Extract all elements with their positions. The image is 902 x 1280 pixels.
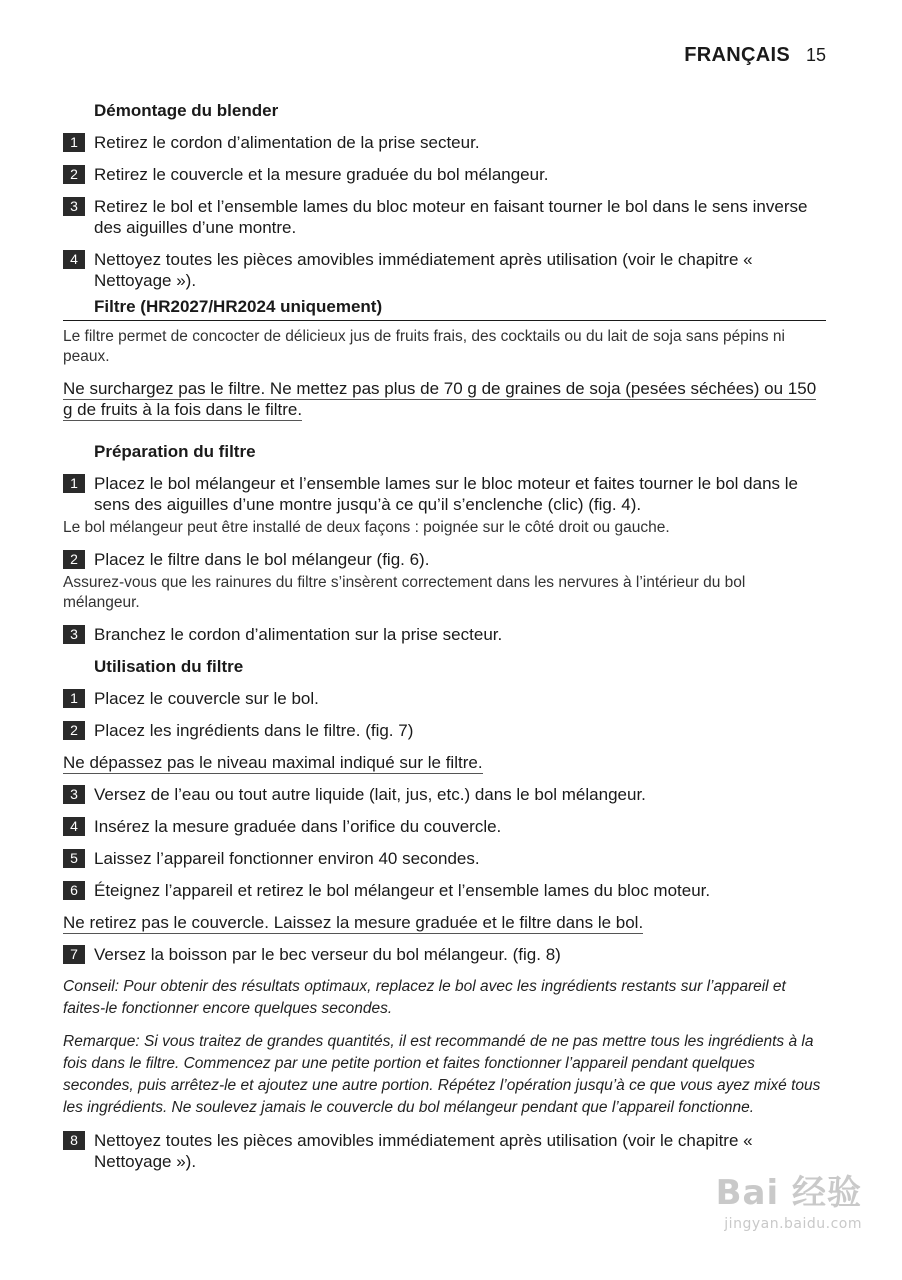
- step-number: 3: [63, 625, 85, 644]
- watermark-logo: Bai 经验: [715, 1173, 862, 1213]
- watermark: [716, 1165, 862, 1232]
- step-text: Versez la boisson par le bec verseur du bol mélangeur. (fig. 8): [94, 945, 561, 964]
- step-number: 4: [63, 817, 85, 836]
- step-text: Retirez le cordon d’alimentation de la prise secteur.: [94, 133, 480, 152]
- step-text: Insérez la mesure graduée dans l’orifice du couvercle.: [94, 817, 502, 836]
- list-item: [63, 944, 826, 965]
- step-number: 3: [63, 197, 85, 216]
- step-number: 2: [63, 721, 85, 740]
- step-number: 1: [63, 133, 85, 152]
- step-text: Placez le couvercle sur le bol.: [94, 689, 319, 708]
- list-item: [63, 624, 826, 645]
- section-heading-preparation: Préparation du filtre: [94, 442, 256, 461]
- step-number: 7: [63, 945, 85, 964]
- list-item: [63, 816, 826, 837]
- list-item: [63, 164, 826, 185]
- step-number: 2: [63, 550, 85, 569]
- preparation-note-2: Assurez-vous que les rainures du filtre s’insèrent correctement dans les nervures à l’intérieur du bol mélangeur.: [63, 574, 746, 611]
- step-number: 3: [63, 785, 85, 804]
- step-number: 1: [63, 689, 85, 708]
- list-item: [63, 249, 826, 291]
- page-number: 15: [805, 45, 826, 65]
- filtre-warning-text: Ne surchargez pas le filtre. Ne mettez pas plus de 70 g de graines de soja (pesées séchées) ou 150 g de fruits à la fois dans le filtre.: [63, 379, 817, 419]
- page-header: [684, 44, 826, 67]
- list-item: [63, 848, 826, 869]
- step-text: Retirez le bol et l’ensemble lames du bloc moteur en faisant tourner le bol dans le sens inverse des aiguilles d’une montre.: [94, 197, 808, 237]
- step-text: Placez le bol mélangeur et l’ensemble lames sur le bloc moteur et faites tourner le bol dans le sens des aiguilles d’une montre jusqu’à ce qu’il s’enclenche (clic) (fig. 4).: [94, 474, 798, 514]
- utilisation-warning-2: [63, 912, 826, 933]
- filtre-warning: [63, 378, 826, 420]
- language-label: FRANÇAIS: [684, 44, 790, 66]
- section-heading-utilisation: Utilisation du filtre: [94, 657, 244, 676]
- list-item: [63, 132, 826, 153]
- list-item: [63, 549, 826, 570]
- list-item: [63, 720, 826, 741]
- utilisation-warning-2-text: Ne retirez pas le couvercle. Laissez la mesure graduée et le filtre dans le bol.: [63, 913, 644, 932]
- list-item: [63, 1130, 826, 1172]
- step-number: 4: [63, 250, 85, 269]
- step-number: 5: [63, 849, 85, 868]
- step-text: Nettoyez toutes les pièces amovibles immédiatement après utilisation (voir le chapitre « Nettoyage »).: [94, 1131, 753, 1171]
- list-item: [63, 688, 826, 709]
- step-text: Nettoyez toutes les pièces amovibles immédiatement après utilisation (voir le chapitre « Nettoyage »).: [94, 250, 753, 290]
- list-item: [63, 784, 826, 805]
- list-item: [63, 880, 826, 901]
- step-text: Versez de l’eau ou tout autre liquide (lait, jus, etc.) dans le bol mélangeur.: [94, 785, 646, 804]
- step-number: 8: [63, 1131, 85, 1150]
- utilisation-warning-1: [63, 752, 826, 773]
- section-heading-demontage: Démontage du blender: [94, 101, 279, 120]
- list-item: [63, 473, 826, 515]
- utilisation-warning-1-text: Ne dépassez pas le niveau maximal indiqué sur le filtre.: [63, 753, 483, 772]
- watermark-url: jingyan.baidu.com: [724, 1216, 862, 1232]
- step-text: Laissez l’appareil fonctionner environ 40 secondes.: [94, 849, 480, 868]
- step-text: Retirez le couvercle et la mesure graduée du bol mélangeur.: [94, 165, 549, 184]
- section-heading-filtre: Filtre (HR2027/HR2024 uniquement): [63, 296, 826, 321]
- remark-paragraph: Remarque: Si vous traitez de grandes quantités, il est recommandé de ne pas mettre tous les ingrédients à la fois dans le filtre. Commencez par une petite portion et faites fonctionner l’appareil pendant quelques secondes, puis arrêtez-le et ajoutez une autre portion. Répétez l’opération jusqu’à ce que vous ayez mixé tous les ingrédients. Ne soulevez jamais le couvercle du bol mélangeur pendant que l’appareil fonctionne.: [63, 1033, 821, 1116]
- page-content: [63, 100, 826, 1183]
- step-number: 6: [63, 881, 85, 900]
- list-item: [63, 196, 826, 238]
- step-text: Placez les ingrédients dans le filtre. (fig. 7): [94, 721, 414, 740]
- tip-paragraph: Conseil: Pour obtenir des résultats optimaux, replacez le bol avec les ingrédients restants sur l’appareil et faites-le fonctionner encore quelques secondes.: [63, 978, 786, 1017]
- step-number: 1: [63, 474, 85, 493]
- step-text: Placez le filtre dans le bol mélangeur (fig. 6).: [94, 550, 430, 569]
- step-number: 2: [63, 165, 85, 184]
- preparation-note-1: Le bol mélangeur peut être installé de deux façons : poignée sur le côté droit ou gauche.: [63, 519, 670, 536]
- step-text: Branchez le cordon d’alimentation sur la prise secteur.: [94, 625, 503, 644]
- step-text: Éteignez l’appareil et retirez le bol mélangeur et l’ensemble lames du bloc moteur.: [94, 881, 711, 900]
- filtre-intro: Le filtre permet de concocter de délicieux jus de fruits frais, des cocktails ou du lait de soja sans pépins ni peaux.: [63, 328, 785, 365]
